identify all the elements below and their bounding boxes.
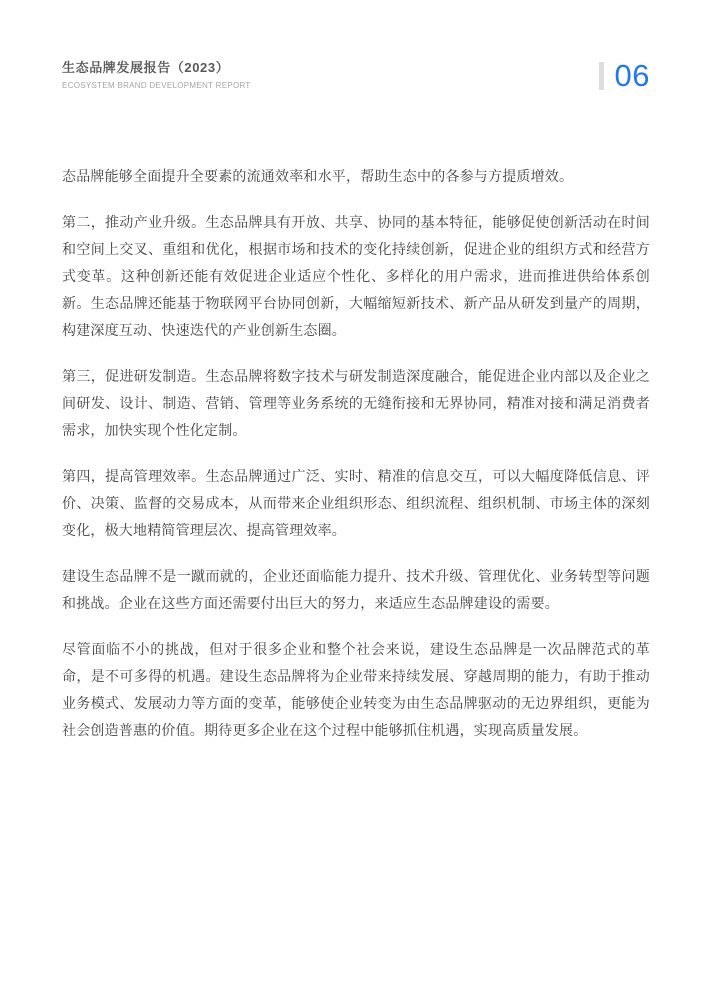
paragraph: 尽管面临不小的挑战，但对于很多企业和整个社会来说，建设生态品牌是一次品牌范式的革命，是不可多得的机遇。建设生态品牌将为企业带来持续发展、穿越周期的能力，有助于推动业务模式、发展动力等方面的变革，能够使企业转变为由生态品牌驱动的无边界组织，更能为社会创造普惠的价值。期待更多企业在这个过程中能够抓住机遇，实现高质量发展。 <box>62 641 650 738</box>
page-number: 06 <box>614 58 650 93</box>
body-text <box>62 163 650 763</box>
paragraph: 第二，推动产业升级。生态品牌具有开放、共享、协同的基本特征，能够促使创新活动在时间和空间上交叉、重组和优化，根据市场和技术的变化持续创新，促进企业的组织方式和经营方式变革。这种创新还能有效促进企业适应个性化、多样化的用户需求，进而推进供给体系创新。生态品牌还能基于物联网平台协同创新，大幅缩短新技术、新产品从研发到量产的周期，构建深度互动、快速迭代的产业创新生态圈。 <box>62 214 650 338</box>
paragraph: 建设生态品牌不是一蹴而就的，企业还面临能力提升、技术升级、管理优化、业务转型等问题和挑战。企业在这些方面还需要付出巨大的努力，来适应生态品牌建设的需要。 <box>62 568 650 611</box>
paragraph: 态品牌能够全面提升全要素的流通效率和水平，帮助生态中的各参与方提质增效。 <box>62 168 574 184</box>
report-title: 生态品牌发展报告（2023） <box>62 60 230 75</box>
paragraph: 第四，提高管理效率。生态品牌通过广泛、实时、精准的信息交互，可以大幅度降低信息、评价、决策、监督的交易成本，从而带来企业组织形态、组织流程、组织机制、市场主体的深刻变化，极大地精简管理层次、提高管理效率。 <box>62 468 650 538</box>
page-header <box>62 60 650 91</box>
paragraph: 第三，促进研发制造。生态品牌将数字技术与研发制造深度融合，能促进企业内部以及企业之间研发、设计、制造、营销、管理等业务系统的无缝衔接和无界协同，精准对接和满足消费者需求，加快实现个性化定制。 <box>62 368 650 438</box>
page-number-divider <box>599 62 604 90</box>
report-subtitle: ECOSYSTEM BRAND DEVELOPMENT REPORT <box>62 80 251 90</box>
report-title-block <box>62 60 251 90</box>
page-number-block <box>599 60 650 91</box>
